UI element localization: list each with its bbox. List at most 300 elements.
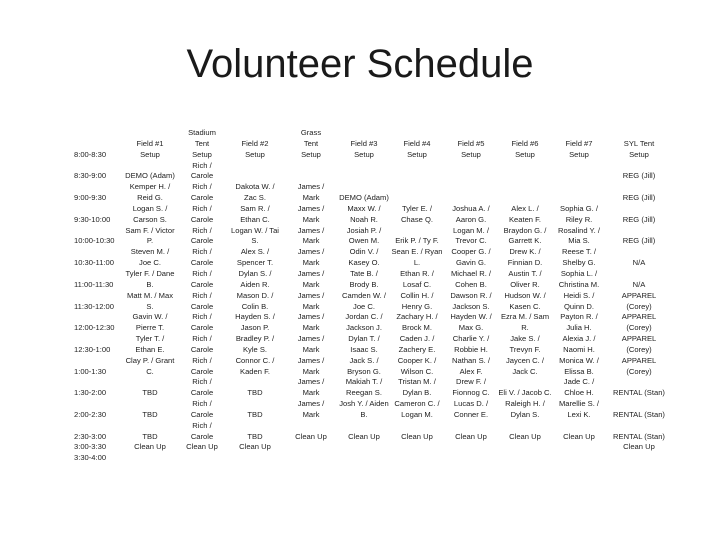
schedule-cell: Tyler T. /: [135, 334, 165, 344]
schedule-cell: Jason P.: [240, 323, 270, 333]
schedule-cell: Mason D. /: [236, 290, 274, 300]
schedule-cell: [552, 161, 606, 172]
schedule-cell: Mark: [302, 344, 320, 354]
schedule-cell: [390, 171, 444, 182]
schedule-cell: Logan W. / Tai: [231, 225, 279, 235]
schedule-cell: Keaten F.: [508, 214, 542, 224]
schedule-cell: Joshua A. /: [452, 203, 490, 213]
time-slot-cell: [72, 269, 122, 280]
schedule-cell: [444, 182, 498, 193]
schedule-cell: Hudson W. /: [504, 290, 546, 300]
schedule-cell: (Corey): [626, 301, 652, 311]
schedule-cell: Mark: [302, 236, 320, 246]
schedule-cell: Rich /: [192, 312, 212, 322]
schedule-cell: James /: [297, 334, 325, 344]
schedule-cell: Rich /: [192, 182, 212, 192]
schedule-cell: [606, 182, 672, 193]
schedule-cell: Clean Up: [348, 431, 380, 441]
schedule-cell: [122, 377, 178, 388]
schedule-cell: [338, 128, 390, 139]
schedule-cell: [606, 204, 672, 215]
schedule-cell: Mark: [302, 301, 320, 311]
schedule-cell: Brock M.: [402, 323, 432, 333]
schedule-cell: [284, 171, 338, 182]
schedule-cell: Julia H.: [566, 323, 592, 333]
schedule-cell: Chloe H.: [564, 388, 594, 398]
time-slot-cell: 11:00-11:30: [74, 279, 114, 289]
schedule-cell: Nathan S. /: [452, 355, 490, 365]
schedule-cell: Kaden F.: [240, 366, 270, 376]
schedule-cell: APPAREL: [621, 290, 657, 300]
schedule-cell: Setup: [192, 149, 212, 159]
schedule-cell: James /: [297, 312, 325, 322]
time-slot-cell: 8:00-8:30: [74, 149, 107, 159]
schedule-cell: Jake S. /: [510, 334, 540, 344]
schedule-cell: Jaycen C. /: [506, 355, 544, 365]
schedule-cell: REG (Jill): [622, 236, 656, 246]
schedule-cell: [390, 442, 444, 453]
time-slot-cell: [72, 421, 122, 432]
schedule-cell: James /: [297, 355, 325, 365]
schedule-cell: Rich /: [192, 247, 212, 257]
schedule-cell: Logan M. /: [453, 225, 489, 235]
schedule-cell: [226, 453, 284, 464]
schedule-cell: [606, 453, 672, 464]
schedule-cell: [284, 442, 338, 453]
schedule-cell: [606, 377, 672, 388]
schedule-cell: Alex L. /: [511, 203, 539, 213]
schedule-cell: Robbie H.: [454, 344, 488, 354]
schedule-cell: [552, 128, 606, 139]
schedule-cell: Mark: [302, 388, 320, 398]
schedule-cell: [122, 128, 178, 139]
schedule-cell: Field #6: [511, 138, 539, 148]
schedule-cell: Clean Up: [239, 442, 271, 452]
time-slot-cell: [72, 291, 122, 302]
schedule-cell: [226, 171, 284, 182]
schedule-cell: [552, 193, 606, 204]
schedule-cell: Pierre T.: [135, 323, 165, 333]
schedule-cell: Reegan S.: [346, 388, 382, 398]
schedule-cell: James /: [297, 182, 325, 192]
schedule-cell: Clean Up: [401, 431, 433, 441]
schedule-cell: (Corey): [626, 323, 652, 333]
schedule-cell: Payton R. /: [560, 312, 598, 322]
schedule-cell: Riley R.: [565, 214, 593, 224]
schedule-cell: [498, 193, 552, 204]
schedule-cell: Setup: [245, 149, 265, 159]
schedule-cell: Clean Up: [509, 431, 541, 441]
schedule-cell: Charlie Y. /: [452, 334, 490, 344]
schedule-cell: [606, 247, 672, 258]
schedule-cell: Clay P. / Grant: [125, 355, 175, 365]
schedule-cell: Carole: [190, 344, 214, 354]
schedule-cell: [498, 182, 552, 193]
schedule-cell: Odin V. /: [349, 247, 379, 257]
schedule-cell: Setup: [354, 149, 374, 159]
schedule-cell: [444, 442, 498, 453]
schedule-cell: Zachery E.: [398, 344, 436, 354]
schedule-cell: Michael R. /: [450, 268, 492, 278]
schedule-cell: Austin T. /: [508, 268, 542, 278]
schedule-cell: Carole: [190, 409, 214, 419]
schedule-cell: [498, 171, 552, 182]
schedule-cell: Maxx W. /: [347, 203, 381, 213]
schedule-cell: [606, 399, 672, 410]
schedule-cell: Rich /: [192, 377, 212, 387]
schedule-cell: [552, 442, 606, 453]
schedule-cell: Clean Up: [295, 431, 327, 441]
schedule-cell: Mark: [302, 258, 320, 268]
schedule-cell: Raleigh H. /: [505, 399, 545, 409]
time-slot-cell: 8:30-9:00: [74, 171, 107, 181]
schedule-cell: Trevyn F.: [509, 344, 541, 354]
schedule-cell: [390, 421, 444, 432]
schedule-cell: Logan M.: [401, 409, 433, 419]
schedule-cell: [444, 453, 498, 464]
schedule-cell: Rich /: [192, 334, 212, 344]
schedule-cell: Rich /: [192, 420, 212, 430]
schedule-cell: [122, 421, 178, 432]
schedule-cell: Jordan C. /: [345, 312, 383, 322]
schedule-cell: RENTAL (Stan): [613, 388, 665, 398]
schedule-cell: Tent: [194, 138, 210, 148]
schedule-cell: Gavin G.: [456, 258, 486, 268]
schedule-cell: Mark: [302, 366, 320, 376]
schedule-cell: Kasen C.: [509, 301, 541, 311]
time-slot-cell: [72, 226, 122, 237]
schedule-cell: Marellie S. /: [558, 399, 600, 409]
schedule-cell: Lucas D. /: [453, 399, 489, 409]
schedule-cell: APPAREL: [621, 334, 657, 344]
schedule-cell: Rich /: [192, 203, 212, 213]
schedule-cell: Isaac S.: [350, 344, 378, 354]
schedule-cell: TBD: [247, 388, 263, 398]
schedule-cell: Mark: [302, 214, 320, 224]
schedule-cell: Joe C.: [353, 301, 375, 311]
schedule-cell: Quinn D.: [564, 301, 594, 311]
schedule-cell: Setup: [629, 149, 649, 159]
schedule-cell: Carole: [190, 258, 214, 268]
schedule-cell: [226, 399, 284, 410]
schedule-cell: [390, 453, 444, 464]
time-slot-cell: 9:30-10:00: [74, 214, 111, 224]
schedule-cell: [444, 128, 498, 139]
schedule-cell: James /: [297, 290, 325, 300]
schedule-cell: [498, 161, 552, 172]
schedule-cell: APPAREL: [621, 312, 657, 322]
schedule-cell: Jack S. /: [349, 355, 379, 365]
schedule-cell: Carole: [190, 193, 214, 203]
time-slot-cell: 3:30-4:00: [74, 453, 107, 463]
schedule-cell: Dylan B.: [402, 388, 432, 398]
schedule-cell: Mark: [302, 323, 320, 333]
schedule-cell: Colin B.: [241, 301, 269, 311]
schedule-cell: B.: [360, 409, 368, 419]
schedule-cell: RENTAL (Stan): [613, 409, 665, 419]
schedule-cell: [226, 421, 284, 432]
schedule-cell: TBD: [247, 409, 263, 419]
time-slot-cell: [72, 399, 122, 410]
schedule-cell: [606, 421, 672, 432]
schedule-cell: Trevor C.: [455, 236, 487, 246]
schedule-cell: [390, 182, 444, 193]
schedule-cell: Reid G.: [137, 193, 163, 203]
schedule-cell: Jack C.: [512, 366, 538, 376]
schedule-cell: [606, 269, 672, 280]
schedule-cell: Tate B. /: [350, 268, 378, 278]
schedule-cell: Logan S. /: [132, 203, 168, 213]
time-slot-cell: 10:00-10:30: [74, 236, 115, 246]
schedule-cell: Zachary H. /: [396, 312, 438, 322]
schedule-cell: [390, 193, 444, 204]
schedule-cell: Sophia G. /: [560, 203, 598, 213]
schedule-cell: DEMO (Adam): [125, 171, 175, 181]
schedule-cell: Clean Up: [623, 442, 655, 452]
schedule-cell: (Corey): [626, 366, 652, 376]
schedule-cell: APPAREL: [621, 355, 657, 365]
schedule-cell: Field #4: [403, 138, 431, 148]
schedule-cell: Wilson C.: [400, 366, 434, 376]
schedule-cell: [284, 421, 338, 432]
schedule-cell: Sam F. / Victor: [125, 225, 175, 235]
schedule-cell: Elissa B.: [564, 366, 594, 376]
time-slot-cell: 12:30-1:00: [74, 344, 111, 354]
page-title: Volunteer Schedule: [186, 42, 534, 86]
schedule-cell: Sean E. / Ryan: [391, 247, 443, 257]
schedule-cell: Sophia L. /: [560, 268, 598, 278]
schedule-cell: Setup: [407, 149, 427, 159]
schedule-cell: [338, 182, 390, 193]
schedule-cell: Mark: [302, 193, 320, 203]
schedule-cell: Aiden R.: [240, 279, 270, 289]
schedule-cell: Carole: [190, 366, 214, 376]
schedule-cell: [338, 442, 390, 453]
schedule-cell: RENTAL (Stan): [613, 431, 665, 441]
schedule-cell: Dylan T. /: [348, 334, 380, 344]
schedule-cell: Henry G.: [401, 301, 433, 311]
schedule-cell: James /: [297, 225, 325, 235]
schedule-cell: Josh Y. / Aiden: [339, 399, 389, 409]
schedule-cell: Camden W. /: [342, 290, 386, 300]
schedule-cell: Rosalind Y. /: [558, 225, 600, 235]
schedule-cell: Setup: [515, 149, 535, 159]
schedule-cell: Ethan E.: [135, 344, 165, 354]
schedule-cell: [122, 399, 178, 410]
schedule-cell: Finnian D.: [507, 258, 543, 268]
schedule-cell: Cooper K. /: [397, 355, 437, 365]
schedule-cell: N/A: [632, 279, 646, 289]
schedule-cell: [226, 161, 284, 172]
schedule-cell: Mia S.: [568, 236, 590, 246]
schedule-cell: [444, 193, 498, 204]
time-slot-cell: [72, 334, 122, 345]
schedule-cell: Heidi S. /: [563, 290, 595, 300]
schedule-cell: Hayden W. /: [450, 312, 492, 322]
time-slot-cell: 1:00-1:30: [74, 366, 107, 376]
time-slot-cell: [72, 247, 122, 258]
schedule-cell: [178, 453, 226, 464]
schedule-cell: Eli V. / Jacob C.: [498, 388, 552, 398]
schedule-cell: Joe C.: [139, 258, 161, 268]
schedule-cell: Dylan S.: [510, 409, 540, 419]
schedule-cell: James /: [297, 399, 325, 409]
schedule-cell: Rich /: [192, 225, 212, 235]
schedule-cell: [390, 226, 444, 237]
schedule-cell: Rich /: [192, 160, 212, 170]
schedule-cell: Carole: [190, 301, 214, 311]
schedule-cell: [498, 128, 552, 139]
schedule-cell: Ethan C.: [240, 214, 270, 224]
schedule-cell: [498, 377, 552, 388]
schedule-cell: [390, 161, 444, 172]
schedule-cell: [606, 226, 672, 237]
time-slot-cell: 3:00-3:30: [74, 442, 107, 452]
schedule-cell: Alexia J. /: [562, 334, 596, 344]
schedule-cell: Cameron C. /: [394, 399, 440, 409]
time-slot-cell: [72, 204, 122, 215]
schedule-cell: Makiah T. /: [345, 377, 383, 387]
schedule-cell: Bryson G.: [347, 366, 381, 376]
schedule-cell: [552, 171, 606, 182]
time-slot-cell: [72, 128, 122, 139]
schedule-cell: Jade C. /: [563, 377, 595, 387]
time-slot-cell: [72, 312, 122, 323]
schedule-cell: Clean Up: [134, 442, 166, 452]
schedule-cell: Erik P. / Ty F.: [395, 236, 439, 246]
time-slot-cell: 9:00-9:30: [74, 193, 107, 203]
schedule-cell: Rich /: [192, 268, 212, 278]
schedule-cell: Chase Q.: [400, 214, 434, 224]
schedule-cell: REG (Jill): [622, 193, 656, 203]
schedule-cell: [338, 453, 390, 464]
schedule-cell: TBD: [247, 431, 263, 441]
schedule-cell: Monica W. /: [559, 355, 599, 365]
schedule-cell: Oliver R.: [510, 279, 540, 289]
schedule-cell: [498, 442, 552, 453]
schedule-cell: Losaf C.: [402, 279, 432, 289]
schedule-cell: Carole: [190, 323, 214, 333]
schedule-cell: Dylan S. /: [238, 268, 272, 278]
schedule-cell: Drew K. /: [509, 247, 541, 257]
schedule-cell: Rich /: [192, 355, 212, 365]
schedule-cell: TBD: [142, 431, 158, 441]
schedule-cell: Field #3: [350, 138, 378, 148]
schedule-cell: Braydon G. /: [503, 225, 547, 235]
schedule-cell: Tristan M. /: [398, 377, 436, 387]
schedule-cell: Ezra M. / Sam: [500, 312, 550, 322]
schedule-cell: Garrett K.: [508, 236, 542, 246]
schedule-cell: [122, 453, 178, 464]
schedule-cell: (Corey): [626, 344, 652, 354]
schedule-cell: Dawson R. /: [450, 290, 492, 300]
schedule-cell: [338, 421, 390, 432]
schedule-cell: Tyler F. / Dane: [125, 268, 175, 278]
schedule-cell: [444, 421, 498, 432]
schedule-cell: [498, 453, 552, 464]
schedule-cell: [552, 421, 606, 432]
schedule-cell: Setup: [140, 149, 160, 159]
schedule-cell: Kemper H. /: [129, 182, 171, 192]
schedule-cell: Lexi K.: [567, 409, 591, 419]
schedule-cell: [606, 161, 672, 172]
schedule-cell: Noah R.: [350, 214, 378, 224]
time-slot-cell: [72, 377, 122, 388]
schedule-cell: Conner E.: [453, 409, 489, 419]
schedule-cell: Setup: [461, 149, 481, 159]
schedule-cell: Spencer T.: [236, 258, 274, 268]
schedule-cell: Rich /: [192, 399, 212, 409]
schedule-cell: [122, 161, 178, 172]
schedule-cell: [606, 128, 672, 139]
schedule-cell: REG (Jill): [622, 171, 656, 181]
schedule-cell: Hayden S. /: [235, 312, 275, 322]
schedule-cell: P.: [146, 236, 154, 246]
schedule-cell: Ethan R. /: [400, 268, 434, 278]
schedule-cell: Jackson J.: [346, 323, 382, 333]
schedule-cell: S.: [251, 236, 259, 246]
schedule-cell: Josiah P. /: [346, 225, 382, 235]
schedule-cell: [444, 161, 498, 172]
schedule-cell: Carole: [190, 171, 214, 181]
schedule-cell: Dakota W. /: [235, 182, 275, 192]
schedule-cell: Zac S.: [244, 193, 266, 203]
schedule-cell: Aaron G.: [455, 214, 487, 224]
schedule-cell: Drew F. /: [456, 377, 486, 387]
schedule-cell: TBD: [142, 388, 158, 398]
schedule-cell: [284, 453, 338, 464]
schedule-cell: Tyler E. /: [402, 203, 432, 213]
schedule-cell: Cohen B.: [455, 279, 487, 289]
time-slot-cell: [72, 139, 122, 150]
schedule-cell: Christina M.: [558, 279, 600, 289]
schedule-cell: TBD: [142, 409, 158, 419]
time-slot-cell: 2:30-3:00: [74, 431, 107, 441]
schedule-cell: [444, 171, 498, 182]
schedule-cell: SYL Tent: [623, 138, 655, 148]
schedule-cell: Setup: [301, 149, 321, 159]
schedule-cell: Kyle S.: [242, 344, 268, 354]
time-slot-cell: 12:00-12:30: [74, 323, 115, 333]
schedule-cell: Rich /: [192, 290, 212, 300]
schedule-cell: James /: [297, 377, 325, 387]
schedule-cell: Cooper G. /: [451, 247, 491, 257]
schedule-cell: Naomi H.: [563, 344, 595, 354]
schedule-cell: R.: [521, 323, 529, 333]
schedule-cell: Alex S. /: [240, 247, 270, 257]
schedule-cell: Brody B.: [349, 279, 379, 289]
schedule-cell: Steven M. /: [130, 247, 170, 257]
schedule-cell: Sam R. /: [240, 203, 270, 213]
schedule-cell: James /: [297, 203, 325, 213]
schedule-cell: Mark: [302, 279, 320, 289]
schedule-cell: Mark: [302, 409, 320, 419]
schedule-cell: Clean Up: [186, 442, 218, 452]
time-slot-cell: [72, 356, 122, 367]
schedule-cell: [338, 161, 390, 172]
schedule-cell: Carole: [190, 236, 214, 246]
schedule-cell: DEMO (Adam): [339, 193, 389, 203]
schedule-cell: James /: [297, 247, 325, 257]
schedule-cell: Shelby G.: [562, 258, 596, 268]
schedule-cell: Connor C. /: [235, 355, 275, 365]
schedule-cell: [226, 128, 284, 139]
schedule-cell: Clean Up: [563, 431, 595, 441]
schedule-cell: Reese T. /: [561, 247, 597, 257]
schedule-cell: Carole: [190, 388, 214, 398]
schedule-cell: Collin H. /: [400, 290, 434, 300]
time-slot-cell: 11:30-12:00: [74, 301, 114, 311]
